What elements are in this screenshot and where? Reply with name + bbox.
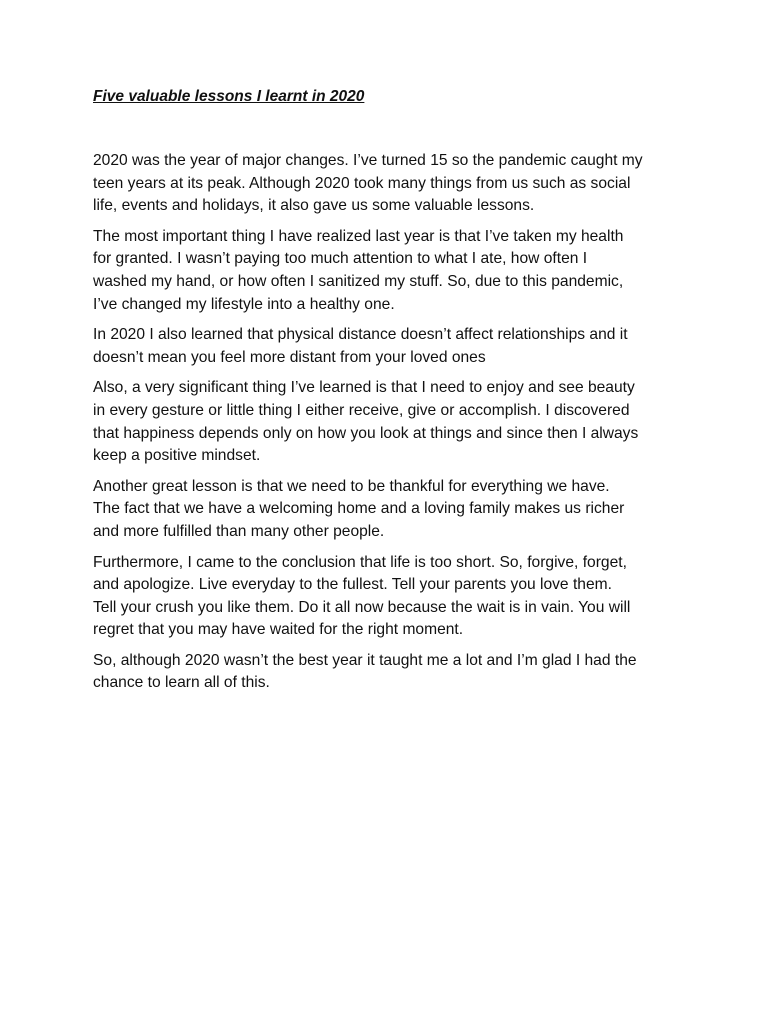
paragraph-4: [93, 377, 693, 467]
text-line: The fact that we have a welcoming home and a loving family makes us richer: [93, 500, 625, 518]
text-line: life, events and holidays, it also gave us some valuable lessons.: [93, 197, 535, 215]
text-line: and more fulfilled than many other people.: [93, 522, 385, 540]
paragraph-5: [93, 476, 693, 544]
text-line: for granted. I wasn’t paying too much attention to what I ate, how often I: [93, 250, 588, 268]
document-body: [93, 150, 693, 703]
text-line: In 2020 I also learned that physical distance doesn’t affect relationships and it: [93, 326, 628, 344]
text-line: washed my hand, or how often I sanitized my stuff. So, due to this pandemic,: [93, 272, 624, 290]
text-line: Also, a very significant thing I’ve learned is that I need to enjoy and see beauty: [93, 379, 635, 397]
paragraph-2: [93, 226, 693, 316]
text-line: doesn’t mean you feel more distant from your loved ones: [93, 348, 486, 366]
text-line: and apologize. Live everyday to the fullest. Tell your parents you love them.: [93, 576, 612, 594]
text-line: Another great lesson is that we need to be thankful for everything we have.: [93, 477, 610, 495]
text-line: I’ve changed my lifestyle into a healthy one.: [93, 295, 395, 313]
document-title: Five valuable lessons I learnt in 2020: [93, 88, 365, 105]
text-line: regret that you may have waited for the right moment.: [93, 621, 464, 639]
paragraph-6: [93, 552, 693, 642]
text-line: The most important thing I have realized last year is that I’ve taken my health: [93, 227, 624, 245]
text-line: that happiness depends only on how you look at things and since then I always: [93, 424, 639, 442]
text-line: keep a positive mindset.: [93, 447, 261, 465]
paragraph-1: [93, 150, 693, 218]
text-line: teen years at its peak. Although 2020 took many things from us such as social: [93, 174, 631, 192]
text-line: Tell your crush you like them. Do it all now because the wait is in vain. You will: [93, 598, 631, 616]
text-line: Furthermore, I came to the conclusion that life is too short. So, forgive, forget,: [93, 553, 627, 571]
text-line: in every gesture or little thing I either receive, give or accomplish. I discovered: [93, 401, 630, 419]
text-line: chance to learn all of this.: [93, 674, 270, 692]
paragraph-3: [93, 324, 693, 369]
text-line: 2020 was the year of major changes. I’ve turned 15 so the pandemic caught my: [93, 152, 643, 169]
text-line: So, although 2020 wasn’t the best year it taught me a lot and I’m glad I had the: [93, 651, 637, 669]
paragraph-7: [93, 650, 693, 695]
